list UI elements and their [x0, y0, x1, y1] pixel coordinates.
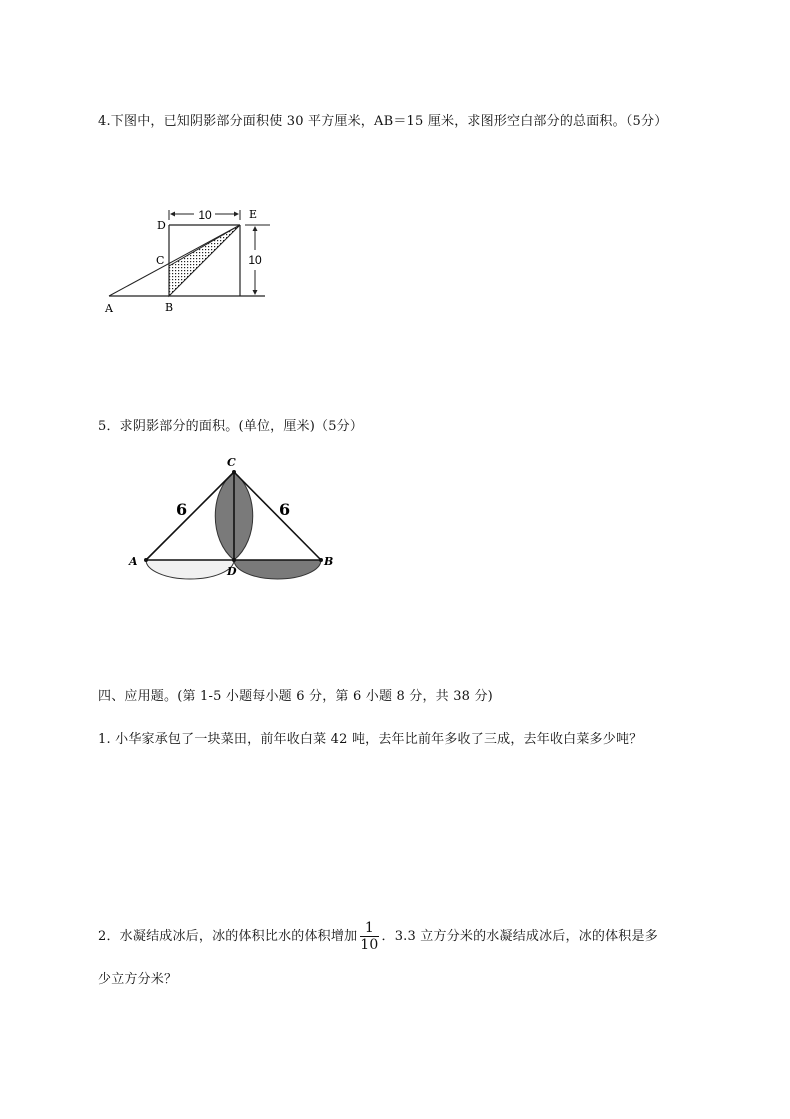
dim-top-label: 10 — [198, 208, 212, 222]
label-B: B — [165, 301, 174, 314]
label-A: A — [129, 555, 138, 568]
label-D: D — [227, 565, 237, 578]
question-4-figure — [100, 198, 275, 320]
fraction-numerator: 1 — [360, 920, 378, 937]
label-C: C — [227, 456, 236, 469]
label-B: B — [324, 555, 334, 568]
problem-2-text — [98, 920, 658, 953]
fraction-one-tenth — [360, 920, 378, 953]
dim-right-label: 10 — [248, 253, 262, 267]
label-A: A — [105, 302, 113, 315]
fraction-denominator: 10 — [360, 937, 379, 953]
problem-2-after: ．3.3 立方分米的水凝结成冰后，冰的体积是多 — [381, 929, 658, 944]
question-4-text: 4.下图中，已知阴影部分面积使 30 平方厘米，AB＝15 厘米，求图形空白部分的总面积。（5分） — [98, 114, 668, 129]
problem-1-text: 1. 小华家承包了一块菜田，前年收白菜 42 吨，去年比前年多收了三成，去年收白菜多少吨？ — [98, 732, 643, 747]
problem-2-before: 2．水凝结成冰后，冰的体积比水的体积增加 — [98, 929, 358, 944]
question-5-text: 5．求阴影部分的面积。(单位，厘米)（5分） — [98, 419, 364, 434]
label-D: D — [157, 219, 166, 232]
label-C: C — [156, 254, 165, 267]
label-E: E — [249, 208, 258, 221]
shaded-triangle — [169, 225, 240, 296]
section-4-title: 四、应用题。(第 1-5 小题每小题 6 分，第 6 小题 8 分，共 38 分) — [98, 689, 493, 704]
side-length-right: 6 — [279, 500, 291, 519]
problem-2-line2: 少立方分米？ — [98, 972, 178, 987]
question-5-figure — [125, 452, 345, 588]
side-length-left: 6 — [176, 500, 188, 519]
